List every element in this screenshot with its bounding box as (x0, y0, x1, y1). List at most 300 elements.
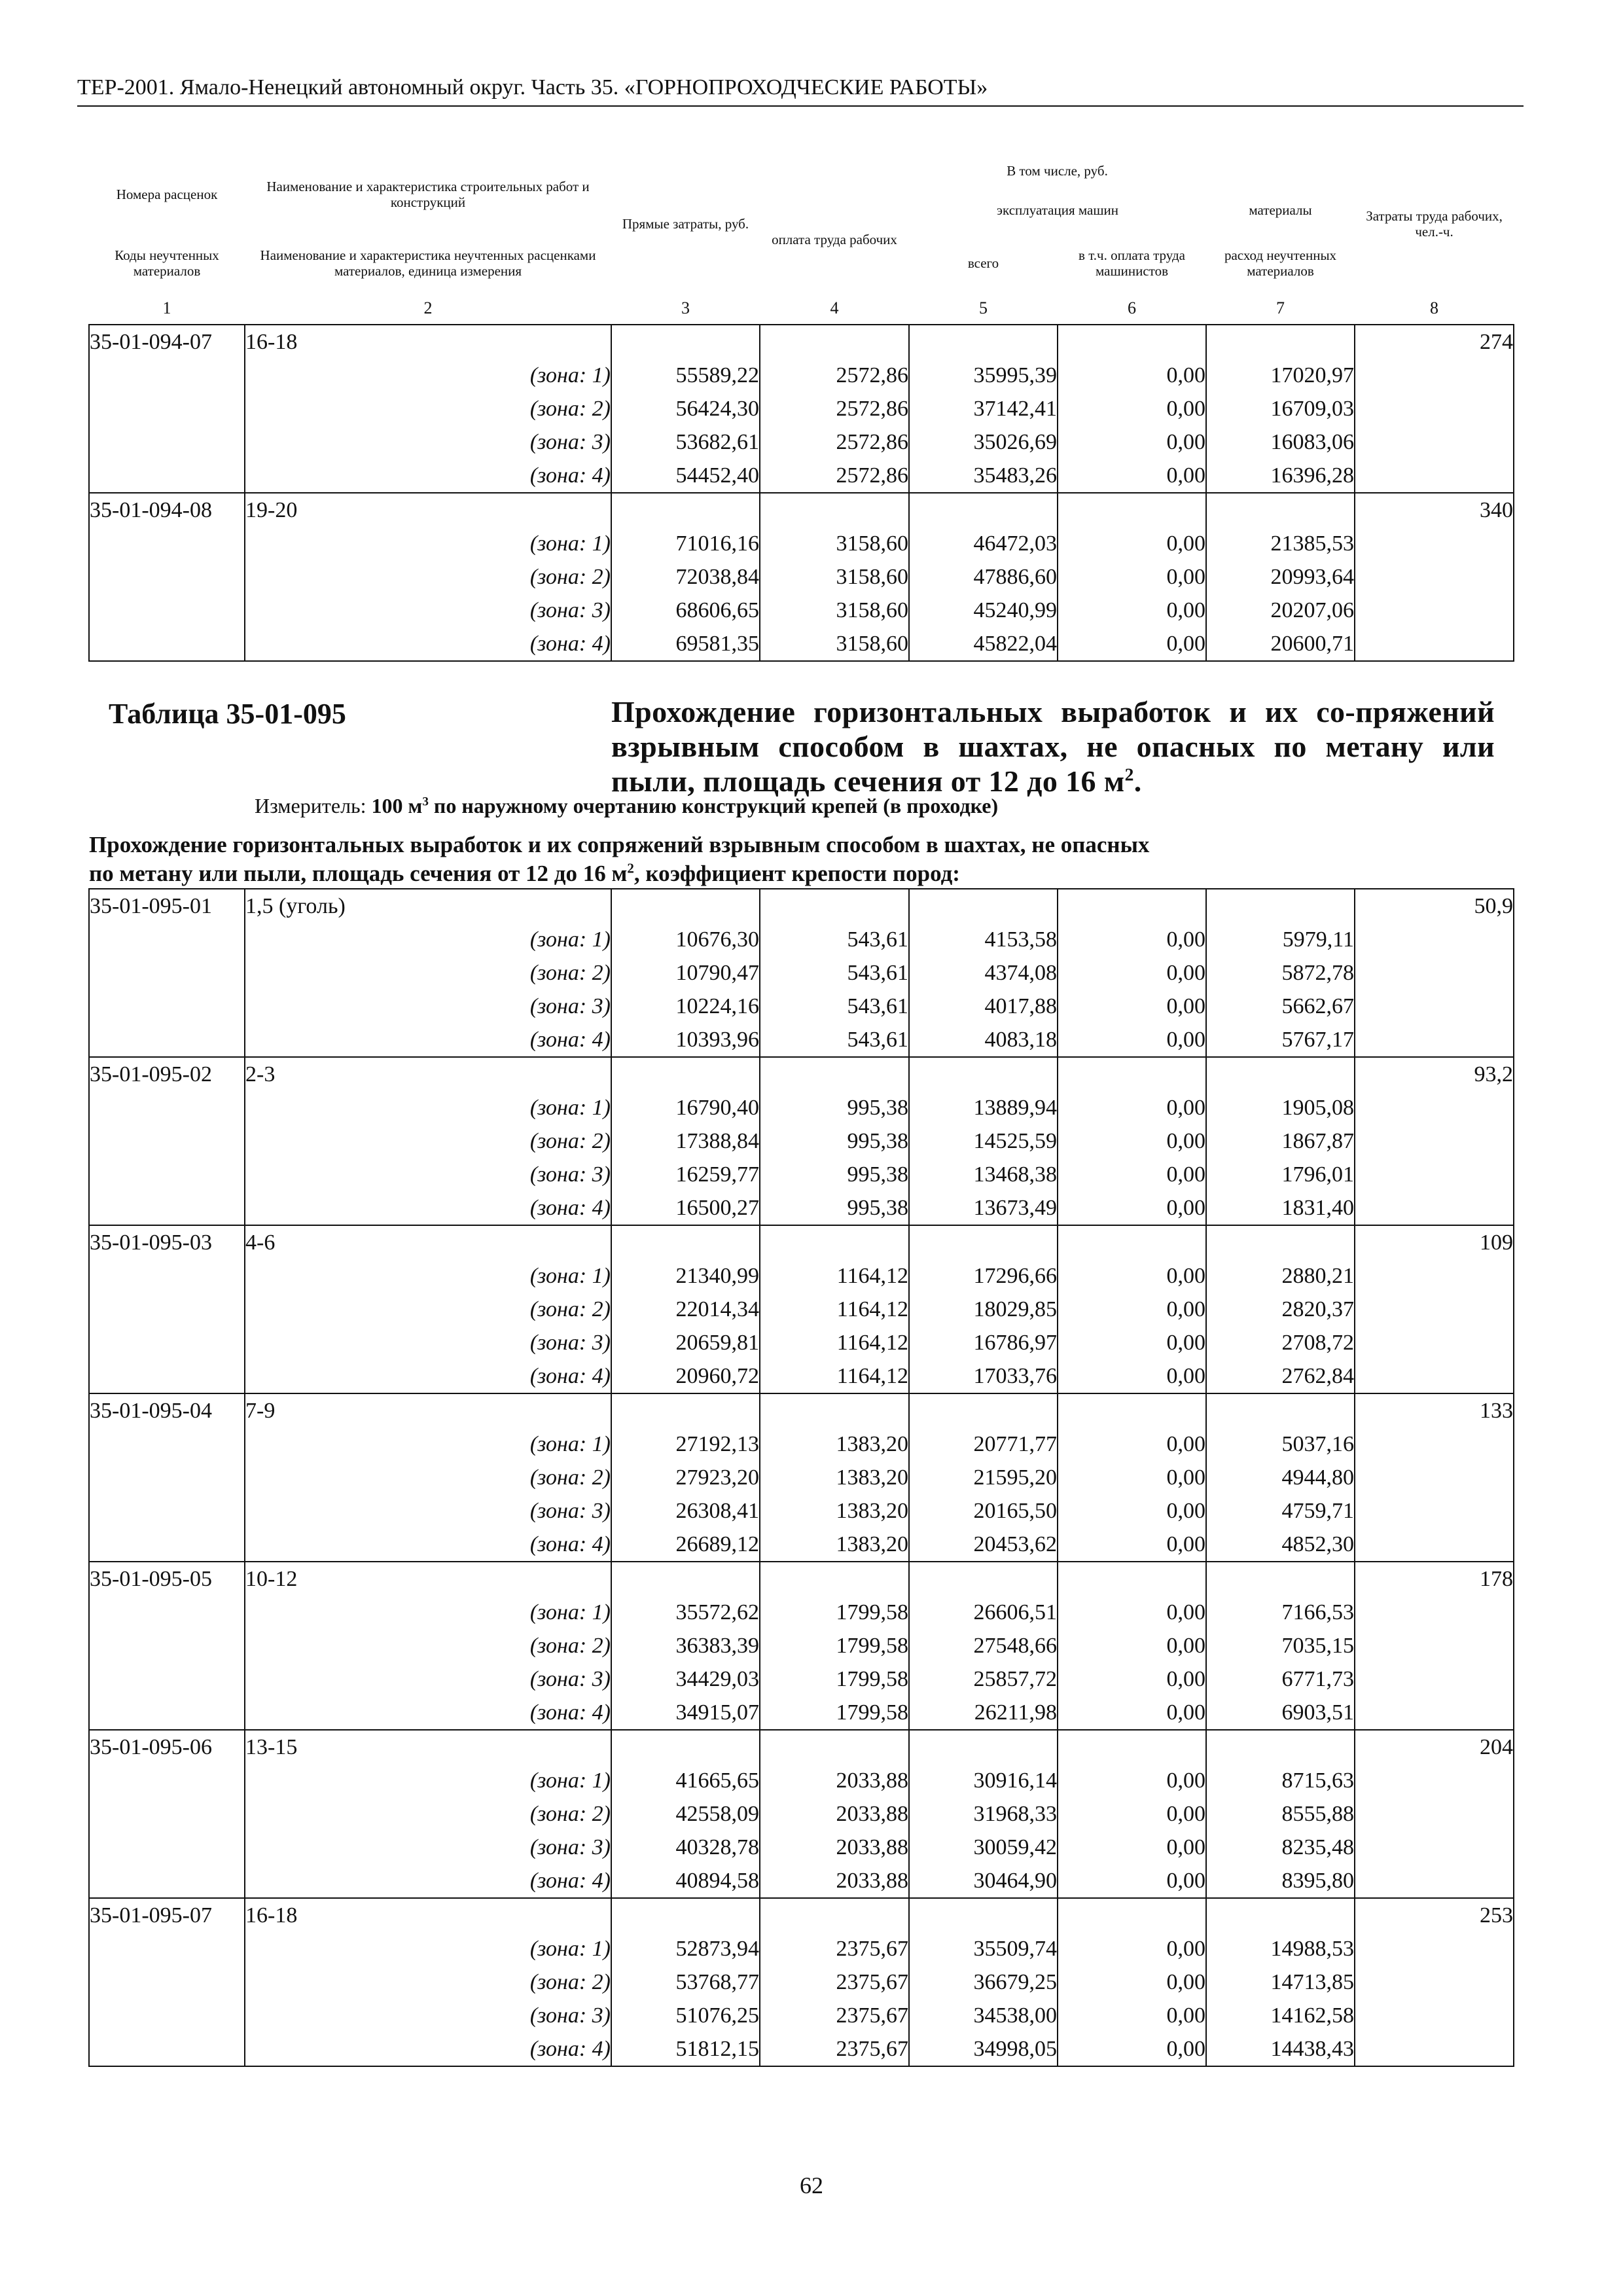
col-number: 4 (830, 298, 839, 317)
cell-empty (1355, 1494, 1514, 1528)
cell-empty (89, 1965, 245, 1999)
labor-cost: 50,9 (1355, 889, 1514, 923)
zone-row (89, 560, 1514, 594)
direct-cost: 53768,77 (611, 1965, 760, 1999)
zone-label: (зона: 4) (245, 2032, 611, 2066)
col-number: 1 (162, 298, 171, 317)
machine-cost: 35026,69 (909, 425, 1058, 459)
materials-cost: 8555,88 (1206, 1797, 1355, 1831)
operator-wages: 0,00 (1058, 1662, 1206, 1696)
operator-wages: 0,00 (1058, 1259, 1206, 1293)
materials-cost: 16083,06 (1206, 425, 1355, 459)
operator-wages: 0,00 (1058, 1124, 1206, 1158)
rate-row (89, 1730, 1514, 1764)
zone-row (89, 1528, 1514, 1562)
cell-empty (89, 392, 245, 425)
worker-wages: 3158,60 (760, 527, 909, 560)
operator-wages: 0,00 (1058, 1629, 1206, 1662)
cell-empty (1355, 1326, 1514, 1359)
machine-cost: 21595,20 (909, 1461, 1058, 1494)
machine-cost: 30916,14 (909, 1764, 1058, 1797)
operator-wages: 0,00 (1058, 527, 1206, 560)
worker-wages: 1164,12 (760, 1359, 909, 1393)
materials-cost: 4944,80 (1206, 1461, 1355, 1494)
zone-label: (зона: 2) (245, 1965, 611, 1999)
cell-empty (760, 889, 909, 923)
col1-top-header: Номера расценок (116, 186, 218, 202)
machine-cost: 20453,62 (909, 1528, 1058, 1562)
machine-cost: 13673,49 (909, 1191, 1058, 1225)
cell-empty (909, 1898, 1058, 1932)
direct-cost: 69581,35 (611, 627, 760, 661)
materials-cost: 5767,17 (1206, 1023, 1355, 1057)
col1-bottom-header: Коды неучтенных материалов (115, 247, 219, 279)
operator-wages: 0,00 (1058, 923, 1206, 956)
machine-cost: 47886,60 (909, 560, 1058, 594)
cell-empty (611, 493, 760, 527)
direct-cost: 10393,96 (611, 1023, 760, 1057)
operator-wages: 0,00 (1058, 1461, 1206, 1494)
zone-row (89, 359, 1514, 392)
cell-empty (1355, 1696, 1514, 1730)
materials-cost: 7035,15 (1206, 1629, 1355, 1662)
operator-wages: 0,00 (1058, 459, 1206, 493)
worker-wages: 2375,67 (760, 2032, 909, 2066)
zone-row (89, 1596, 1514, 1629)
cell-empty (1355, 1831, 1514, 1864)
materials-cost: 2708,72 (1206, 1326, 1355, 1359)
direct-cost: 16790,40 (611, 1091, 760, 1124)
rate-code: 35-01-095-06 (89, 1730, 245, 1764)
zone-label: (зона: 2) (245, 392, 611, 425)
zone-label: (зона: 1) (245, 1596, 611, 1629)
operator-wages: 0,00 (1058, 1932, 1206, 1965)
incl-header: В том числе, руб. (1007, 163, 1108, 179)
col-number: 5 (979, 298, 988, 317)
worker-wages: 1383,20 (760, 1461, 909, 1494)
worker-wages: 2375,67 (760, 1965, 909, 1999)
worker-wages: 2033,88 (760, 1831, 909, 1864)
table-title-block (89, 661, 1514, 889)
zone-label: (зона: 1) (245, 1259, 611, 1293)
cell-empty (89, 1764, 245, 1797)
rate-description: 13-15 (245, 1730, 611, 1764)
cell-empty (1058, 889, 1206, 923)
machine-cost: 45822,04 (909, 627, 1058, 661)
cell-empty (1355, 990, 1514, 1023)
zone-row (89, 1864, 1514, 1898)
rate-row (89, 889, 1514, 923)
direct-cost: 27923,20 (611, 1461, 760, 1494)
cell-empty (760, 1225, 909, 1259)
cell-empty (1355, 527, 1514, 560)
zone-label: (зона: 3) (245, 425, 611, 459)
zone-row (89, 1965, 1514, 1999)
cell-empty (1355, 2032, 1514, 2066)
rate-description: 16-18 (245, 1898, 611, 1932)
worker-wages: 995,38 (760, 1158, 909, 1191)
col5-header: всего (967, 255, 999, 271)
machine-cost: 46472,03 (909, 527, 1058, 560)
materials-cost: 1796,01 (1206, 1158, 1355, 1191)
machine-cost: 20165,50 (909, 1494, 1058, 1528)
rate-code: 35-01-095-03 (89, 1225, 245, 1259)
rate-groups-after (89, 889, 1514, 2066)
zone-label: (зона: 1) (245, 1764, 611, 1797)
materials-cost: 8235,48 (1206, 1831, 1355, 1864)
operator-wages: 0,00 (1058, 1158, 1206, 1191)
direct-cost: 26689,12 (611, 1528, 760, 1562)
labor-cost: 274 (1355, 325, 1514, 359)
cell-empty (1058, 1562, 1206, 1596)
zone-row (89, 1461, 1514, 1494)
cell-empty (1206, 493, 1355, 527)
machine-cost: 20771,77 (909, 1427, 1058, 1461)
zone-label: (зона: 4) (245, 1359, 611, 1393)
zone-label: (зона: 3) (245, 1158, 611, 1191)
cell-empty (1355, 1596, 1514, 1629)
cell-empty (89, 1932, 245, 1965)
cell-empty (909, 1057, 1058, 1091)
cell-empty (89, 1629, 245, 1662)
zone-label: (зона: 4) (245, 1696, 611, 1730)
rate-code: 35-01-095-05 (89, 1562, 245, 1596)
materials-cost: 20600,71 (1206, 627, 1355, 661)
col-number: 2 (423, 298, 433, 317)
cell-empty (909, 325, 1058, 359)
direct-cost: 20659,81 (611, 1326, 760, 1359)
materials-cost: 16396,28 (1206, 459, 1355, 493)
col-number: 8 (1430, 298, 1439, 317)
zone-row (89, 594, 1514, 627)
zone-row (89, 1259, 1514, 1293)
direct-cost: 52873,94 (611, 1932, 760, 1965)
direct-cost: 41665,65 (611, 1764, 760, 1797)
machine-cost: 17033,76 (909, 1359, 1058, 1393)
materials-cost: 14438,43 (1206, 2032, 1355, 2066)
machine-cost: 37142,41 (909, 392, 1058, 425)
cell-empty (1058, 1393, 1206, 1427)
cell-empty (1355, 627, 1514, 661)
direct-cost: 56424,30 (611, 392, 760, 425)
zone-label: (зона: 3) (245, 990, 611, 1023)
cell-empty (1355, 1932, 1514, 1965)
rate-code: 35-01-095-02 (89, 1057, 245, 1091)
worker-wages: 2375,67 (760, 1932, 909, 1965)
col8-header: Затраты труда рабочих, чел.-ч. (1366, 208, 1503, 240)
cell-empty (89, 359, 245, 392)
operator-wages: 0,00 (1058, 1999, 1206, 2032)
materials-cost: 20207,06 (1206, 594, 1355, 627)
materials-cost: 5872,78 (1206, 956, 1355, 990)
rate-description: 2-3 (245, 1057, 611, 1091)
table-head (89, 155, 1514, 325)
col-number: 6 (1128, 298, 1136, 317)
worker-wages: 2572,86 (760, 459, 909, 493)
zone-label: (зона: 2) (245, 1124, 611, 1158)
worker-wages: 2033,88 (760, 1797, 909, 1831)
zone-row (89, 459, 1514, 493)
operator-wages: 0,00 (1058, 1797, 1206, 1831)
machine-cost: 13468,38 (909, 1158, 1058, 1191)
worker-wages: 2572,86 (760, 425, 909, 459)
zone-row (89, 923, 1514, 956)
cell-empty (1355, 1124, 1514, 1158)
materials-cost: 16709,03 (1206, 392, 1355, 425)
cell-empty (89, 425, 245, 459)
zone-label: (зона: 2) (245, 1293, 611, 1326)
zone-label: (зона: 4) (245, 627, 611, 661)
zone-row (89, 392, 1514, 425)
operator-wages: 0,00 (1058, 359, 1206, 392)
cell-empty (89, 990, 245, 1023)
worker-wages: 995,38 (760, 1091, 909, 1124)
direct-cost: 16259,77 (611, 1158, 760, 1191)
zone-label: (зона: 1) (245, 527, 611, 560)
cell-empty (909, 1225, 1058, 1259)
zone-label: (зона: 4) (245, 1864, 611, 1898)
machine-cost: 30464,90 (909, 1864, 1058, 1898)
zone-label: (зона: 3) (245, 1326, 611, 1359)
col2-top-header: Наименование и характеристика строительных работ и конструкций (266, 178, 590, 210)
operator-wages: 0,00 (1058, 627, 1206, 661)
zone-label: (зона: 2) (245, 1629, 611, 1662)
direct-cost: 42558,09 (611, 1797, 760, 1831)
cell-empty (89, 527, 245, 560)
rates-table (88, 155, 1514, 2067)
direct-cost: 72038,84 (611, 560, 760, 594)
cell-empty (1355, 1259, 1514, 1293)
worker-wages: 2572,86 (760, 392, 909, 425)
zone-row (89, 1764, 1514, 1797)
rate-description: 19-20 (245, 493, 611, 527)
operator-wages: 0,00 (1058, 1831, 1206, 1864)
materials-cost: 2880,21 (1206, 1259, 1355, 1293)
cell-empty (89, 1797, 245, 1831)
zone-row (89, 1662, 1514, 1696)
zone-row (89, 627, 1514, 661)
cell-empty (89, 1091, 245, 1124)
cell-empty (89, 594, 245, 627)
operator-wages: 0,00 (1058, 560, 1206, 594)
rate-description: 1,5 (уголь) (245, 889, 611, 923)
cell-empty (89, 1427, 245, 1461)
direct-cost: 16500,27 (611, 1191, 760, 1225)
direct-cost: 68606,65 (611, 594, 760, 627)
direct-cost: 10676,30 (611, 923, 760, 956)
cell-empty (1206, 1225, 1355, 1259)
cell-empty (611, 1562, 760, 1596)
cell-empty (89, 1461, 245, 1494)
machine-cost: 27548,66 (909, 1629, 1058, 1662)
rate-row (89, 1562, 1514, 1596)
cell-empty (760, 1898, 909, 1932)
direct-cost: 26308,41 (611, 1494, 760, 1528)
materials-cost: 2762,84 (1206, 1359, 1355, 1393)
cell-empty (909, 1393, 1058, 1427)
cell-empty (1058, 1898, 1206, 1932)
zone-row (89, 2032, 1514, 2066)
operator-wages: 0,00 (1058, 956, 1206, 990)
cell-empty (89, 1158, 245, 1191)
zone-row (89, 1831, 1514, 1864)
materials-cost: 8395,80 (1206, 1864, 1355, 1898)
cell-empty (760, 325, 909, 359)
zone-label: (зона: 3) (245, 1662, 611, 1696)
worker-wages: 543,61 (760, 1023, 909, 1057)
worker-wages: 1799,58 (760, 1662, 909, 1696)
materials-cost: 21385,53 (1206, 527, 1355, 560)
direct-cost: 55589,22 (611, 359, 760, 392)
cell-empty (1355, 1091, 1514, 1124)
labor-cost: 178 (1355, 1562, 1514, 1596)
rate-row (89, 1898, 1514, 1932)
cell-empty (1355, 1158, 1514, 1191)
cell-empty (1355, 1764, 1514, 1797)
direct-cost: 40328,78 (611, 1831, 760, 1864)
cell-empty (89, 1191, 245, 1225)
materials-cost: 6903,51 (1206, 1696, 1355, 1730)
rate-groups-before (89, 325, 1514, 661)
machine-cost: 34538,00 (909, 1999, 1058, 2032)
operator-wages: 0,00 (1058, 1696, 1206, 1730)
direct-cost: 40894,58 (611, 1864, 760, 1898)
machine-cost: 26211,98 (909, 1696, 1058, 1730)
direct-cost: 51812,15 (611, 2032, 760, 2066)
cell-empty (1355, 1427, 1514, 1461)
cell-empty (89, 1293, 245, 1326)
cell-empty (89, 1528, 245, 1562)
materials-cost: 5037,16 (1206, 1427, 1355, 1461)
materials-cost: 14713,85 (1206, 1965, 1355, 1999)
header-rule (77, 105, 1524, 107)
cell-empty (1355, 1965, 1514, 1999)
operator-wages: 0,00 (1058, 1596, 1206, 1629)
direct-cost: 54452,40 (611, 459, 760, 493)
machine-cost: 35509,74 (909, 1932, 1058, 1965)
cell-empty (89, 956, 245, 990)
zone-row (89, 1629, 1514, 1662)
zone-row (89, 1999, 1514, 2032)
rate-row (89, 1393, 1514, 1427)
cell-empty (89, 459, 245, 493)
zone-label: (зона: 1) (245, 1932, 611, 1965)
direct-cost: 34429,03 (611, 1662, 760, 1696)
cell-empty (1355, 1797, 1514, 1831)
zone-row (89, 1158, 1514, 1191)
materials-cost: 6771,73 (1206, 1662, 1355, 1696)
zone-label: (зона: 3) (245, 1999, 611, 2032)
materials-cost: 4852,30 (1206, 1528, 1355, 1562)
zone-label: (зона: 4) (245, 459, 611, 493)
cell-empty (1355, 560, 1514, 594)
labor-cost: 133 (1355, 1393, 1514, 1427)
zone-row (89, 1494, 1514, 1528)
rate-code: 35-01-095-04 (89, 1393, 245, 1427)
worker-wages: 2572,86 (760, 359, 909, 392)
direct-cost: 71016,16 (611, 527, 760, 560)
operator-wages: 0,00 (1058, 1864, 1206, 1898)
cell-empty (1206, 889, 1355, 923)
cell-empty (611, 1393, 760, 1427)
worker-wages: 1164,12 (760, 1326, 909, 1359)
labor-cost: 93,2 (1355, 1057, 1514, 1091)
page-number: 62 (800, 2172, 823, 2198)
cell-empty (1355, 1999, 1514, 2032)
machine-cost: 35995,39 (909, 359, 1058, 392)
operator-wages: 0,00 (1058, 1191, 1206, 1225)
materials-cost: 17020,97 (1206, 359, 1355, 392)
cell-empty (1355, 1023, 1514, 1057)
zone-label: (зона: 2) (245, 1797, 611, 1831)
cell-empty (1355, 459, 1514, 493)
worker-wages: 1164,12 (760, 1293, 909, 1326)
table-number: Таблица 35-01-095 (109, 698, 346, 730)
operator-wages: 0,00 (1058, 425, 1206, 459)
rate-description: 4-6 (245, 1225, 611, 1259)
operator-wages: 0,00 (1058, 594, 1206, 627)
worker-wages: 2033,88 (760, 1764, 909, 1797)
operator-wages: 0,00 (1058, 1764, 1206, 1797)
zone-row (89, 1326, 1514, 1359)
materials-cost: 7166,53 (1206, 1596, 1355, 1629)
operator-wages: 0,00 (1058, 1427, 1206, 1461)
cell-empty (909, 1730, 1058, 1764)
worker-wages: 1383,20 (760, 1494, 909, 1528)
machine-cost: 36679,25 (909, 1965, 1058, 1999)
cell-empty (1355, 1864, 1514, 1898)
zone-label: (зона: 4) (245, 1528, 611, 1562)
rate-description: 10-12 (245, 1562, 611, 1596)
machines-header: эксплуатация машин (997, 202, 1118, 218)
cell-empty (1206, 1057, 1355, 1091)
worker-wages: 543,61 (760, 956, 909, 990)
section-subheading: Прохождение горизонтальных выработок и их сопряжений взрывным способом в шахтах, не опасных по метану или пыли, площадь сечения от 12 до 16 $м^2$, коэффициент крепости пород: (89, 832, 1150, 886)
cell-empty (1058, 1730, 1206, 1764)
machine-cost: 35483,26 (909, 459, 1058, 493)
operator-wages: 0,00 (1058, 990, 1206, 1023)
zone-row (89, 1124, 1514, 1158)
zone-label: (зона: 1) (245, 923, 611, 956)
worker-wages: 995,38 (760, 1191, 909, 1225)
cell-empty (760, 1057, 909, 1091)
zone-row (89, 1797, 1514, 1831)
zone-label: (зона: 3) (245, 594, 611, 627)
materials-cost: 5662,67 (1206, 990, 1355, 1023)
machine-cost: 4017,88 (909, 990, 1058, 1023)
cell-empty (909, 493, 1058, 527)
cell-empty (89, 627, 245, 661)
rate-code: 35-01-095-01 (89, 889, 245, 923)
cell-empty (611, 1057, 760, 1091)
worker-wages: 1383,20 (760, 1427, 909, 1461)
cell-empty (89, 560, 245, 594)
worker-wages: 1799,58 (760, 1596, 909, 1629)
worker-wages: 2375,67 (760, 1999, 909, 2032)
materials-header: материалы (1249, 202, 1312, 218)
cell-empty (1355, 359, 1514, 392)
operator-wages: 0,00 (1058, 1091, 1206, 1124)
materials-cost: 1831,40 (1206, 1191, 1355, 1225)
cell-empty (1355, 1293, 1514, 1326)
materials-cost: 1867,87 (1206, 1124, 1355, 1158)
machine-cost: 31968,33 (909, 1797, 1058, 1831)
direct-cost: 20960,72 (611, 1359, 760, 1393)
cell-empty (89, 1494, 245, 1528)
materials-cost: 1905,08 (1206, 1091, 1355, 1124)
cell-empty (89, 1124, 245, 1158)
cell-empty (909, 889, 1058, 923)
